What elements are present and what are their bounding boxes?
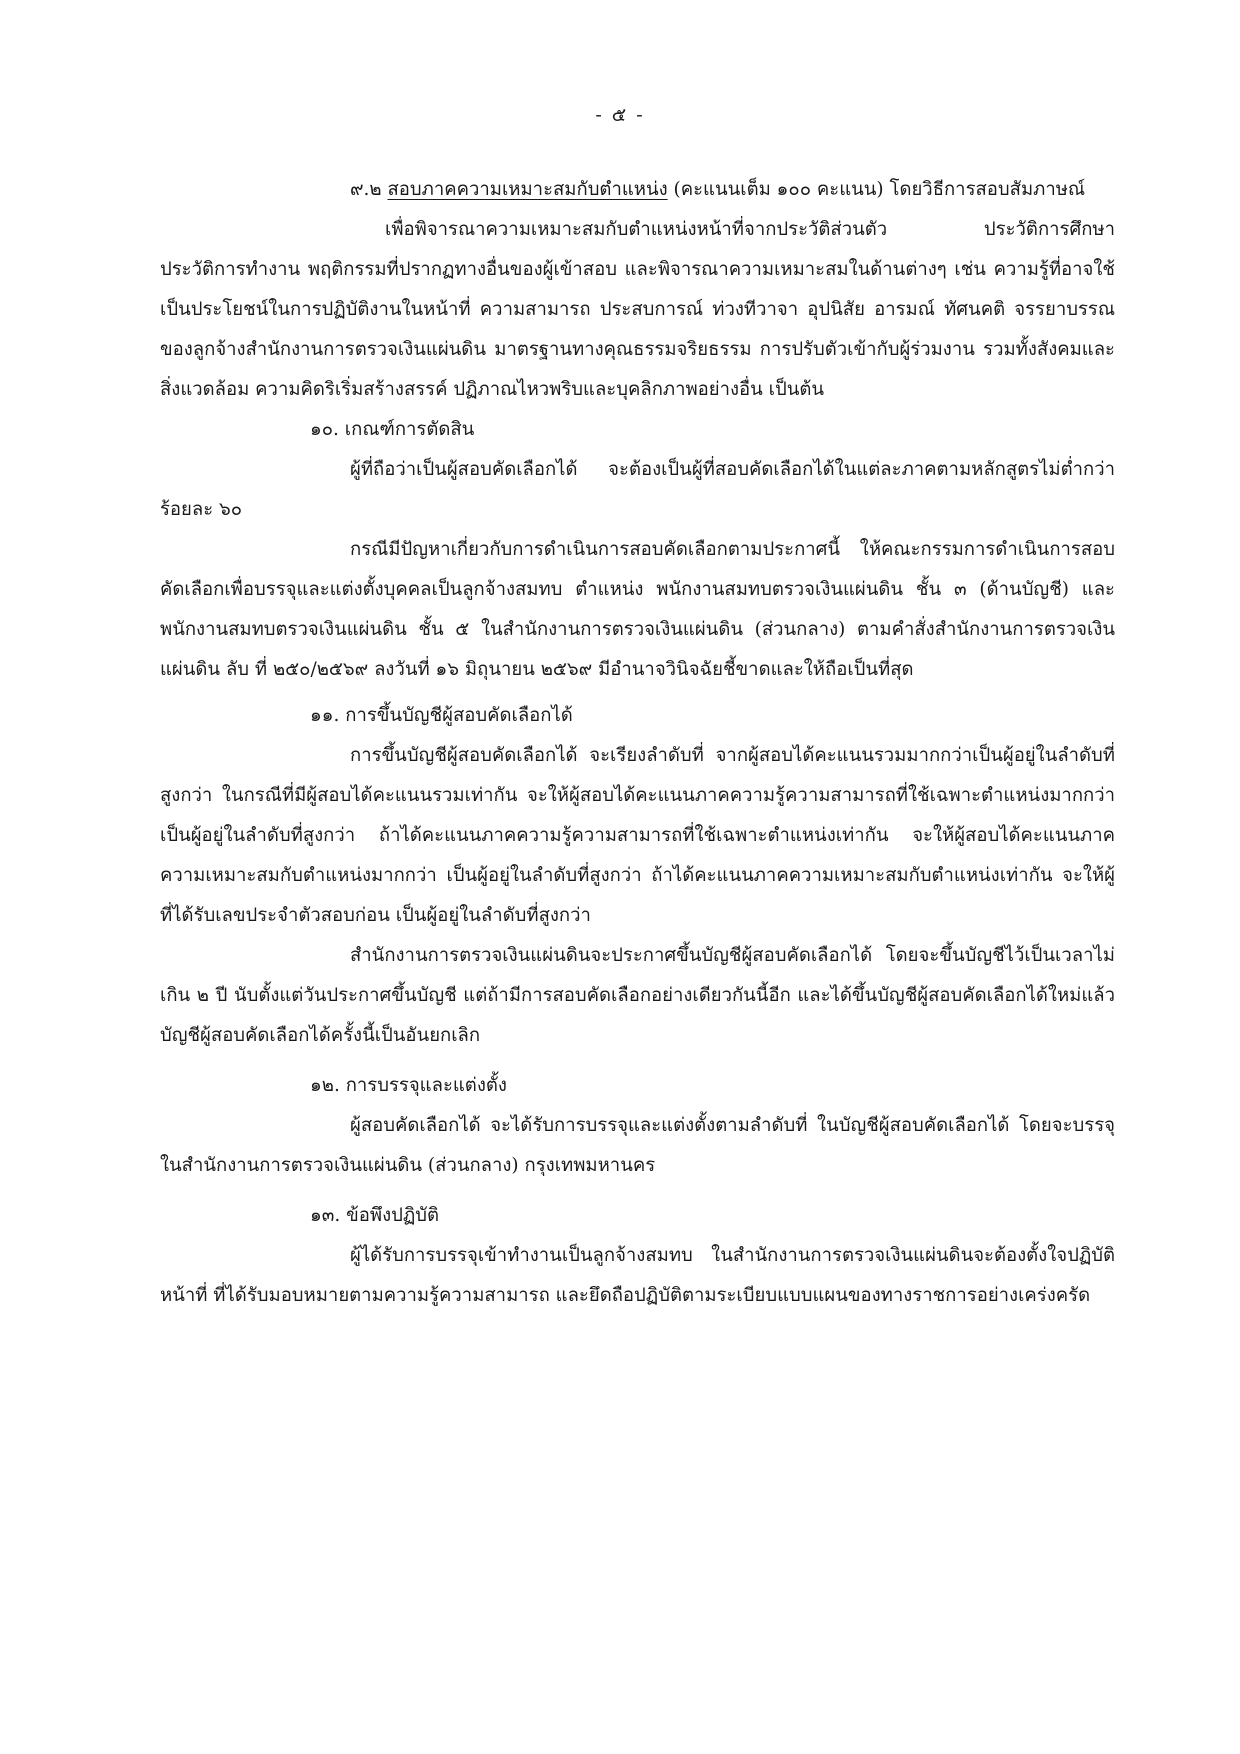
section-13-paragraph-1: ผู้ได้รับการบรรจุเข้าทำงานเป็นลูกจ้างสมทบ ในสำนักงานการตรวจเงินแผ่นดินจะต้องตั้งใจปฏิบัติหน้าที่ ที่ได้รับมอบหมายตามความรู้ความสามารถ และยึดถือปฏิบัติตามระเบียบแบบแผนของทางราชการอย่างเคร่งครัด: [160, 1245, 1115, 1306]
section-9-2-prefix: ๙.๒: [350, 179, 388, 200]
section-12-paragraph-1: ผู้สอบคัดเลือกได้ จะได้รับการบรรจุและแต่งตั้งตามลำดับที่ ในบัญชีผู้สอบคัดเลือกได้ โดยจะบรรจุในสำนักงานการตรวจเงินแผ่นดิน (ส่วนกลาง) กรุงเทพมหานคร: [160, 1115, 1115, 1176]
section-13-heading: ๑๓. ข้อพึงปฏิบัติ: [310, 1205, 440, 1226]
section-12-heading: ๑๒. การบรรจุและแต่งตั้ง: [310, 1075, 507, 1096]
page-number: - ๕ -: [595, 104, 645, 126]
section-10-paragraph-2: กรณีมีปัญหาเกี่ยวกับการดำเนินการสอบคัดเลือกตามประกาศนี้ ให้คณะกรรมการดำเนินการสอบคัดเลือกเพื่อบรรจุและแต่งตั้งบุคคลเป็นลูกจ้างสมทบ ตำแหน่ง พนักงานสมทบตรวจเงินแผ่นดิน ชั้น ๓ (ด้านบัญชี) และพนักงานสมทบตรวจเงินแผ่นดิน ชั้น ๕ ในสำนักงานการตรวจเงินแผ่นดิน (ส่วนกลาง) ตามคำสั่งสำนักงานการตรวจเงินแผ่นดิน ลับ ที่ ๒๕๐/๒๕๖๙ ลงวันที่ ๑๖ มิถุนายน ๒๕๖๙ มีอำนาจวินิจฉัยชี้ขาดและให้ถือเป็นที่สุด: [160, 539, 1115, 680]
section-11-paragraph-2: สำนักงานการตรวจเงินแผ่นดินจะประกาศขึ้นบัญชีผู้สอบคัดเลือกได้ โดยจะขึ้นบัญชีไว้เป็นเวลาไม่เกิน ๒ ปี นับตั้งแต่วันประกาศขึ้นบัญชี แต่ถ้ามีการสอบคัดเลือกอย่างเดียวกันนี้อีก และได้ขึ้นบัญชีผู้สอบคัดเลือกได้ใหม่แล้ว บัญชีผู้สอบคัดเลือกได้ครั้งนี้เป็นอันยกเลิก: [160, 945, 1115, 1046]
section-11-heading: ๑๑. การขึ้นบัญชีผู้สอบคัดเลือกได้: [310, 705, 573, 726]
section-9-2-body: เพื่อพิจารณาความเหมาะสมกับตำแหน่งหน้าที่จากประวัติส่วนตัว ประวัติการศึกษา ประวัติการทำงาน พฤติกรรมที่ปรากฏทางอื่นของผู้เข้าสอบ และพิจารณาความเหมาะสมในด้านต่างๆ เช่น ความรู้ที่อาจใช้เป็นประโยชน์ในการปฏิบัติงานในหน้าที่ ความสามารถ ประสบการณ์ ท่วงทีวาจา อุปนิสัย อารมณ์ ทัศนคติ จรรยาบรรณของลูกจ้างสำนักงานการตรวจเงินแผ่นดิน มาตรฐานทางคุณธรรมจริยธรรม การปรับตัวเข้ากับผู้ร่วมงาน รวมทั้งสังคมและสิ่งแวดล้อม ความคิดริเริ่มสร้างสรรค์ ปฏิภาณไหวพริบและบุคลิกภาพอย่างอื่น เป็นต้น: [160, 219, 1115, 400]
section-10-paragraph-1: ผู้ที่ถือว่าเป็นผู้สอบคัดเลือกได้ จะต้องเป็นผู้ที่สอบคัดเลือกได้ในแต่ละภาคตามหลักสูตรไม่ต่ำกว่าร้อยละ ๖๐: [160, 459, 1115, 520]
section-10-heading: ๑๐. เกณฑ์การตัดสิน: [310, 419, 475, 440]
document-body: [160, 170, 1115, 1316]
section-9-2-heading: [160, 170, 1115, 210]
section-9-2-underlined-title: สอบภาคความเหมาะสมกับตำแหน่ง: [387, 179, 668, 200]
section-9-2-suffix: (คะแนนเต็ม ๑๐๐ คะแนน) โดยวิธีการสอบสัมภาษณ์: [667, 179, 1086, 200]
section-11-paragraph-1: การขึ้นบัญชีผู้สอบคัดเลือกได้ จะเรียงลำดับที่ จากผู้สอบได้คะแนนรวมมากกว่าเป็นผู้อยู่ในลำดับที่สูงกว่า ในกรณีที่มีผู้สอบได้คะแนนรวมเท่ากัน จะให้ผู้สอบได้คะแนนภาคความรู้ความสามารถที่ใช้เฉพาะตำแหน่งมากกว่า เป็นผู้อยู่ในลำดับที่สูงกว่า ถ้าได้คะแนนภาคความรู้ความสามารถที่ใช้เฉพาะตำแหน่งเท่ากัน จะให้ผู้สอบได้คะแนนภาคความเหมาะสมกับตำแหน่งมากกว่า เป็นผู้อยู่ในลำดับที่สูงกว่า ถ้าได้คะแนนภาคความเหมาะสมกับตำแหน่งเท่ากัน จะให้ผู้ที่ได้รับเลขประจำตัวสอบก่อน เป็นผู้อยู่ในลำดับที่สูงกว่า: [160, 745, 1115, 926]
